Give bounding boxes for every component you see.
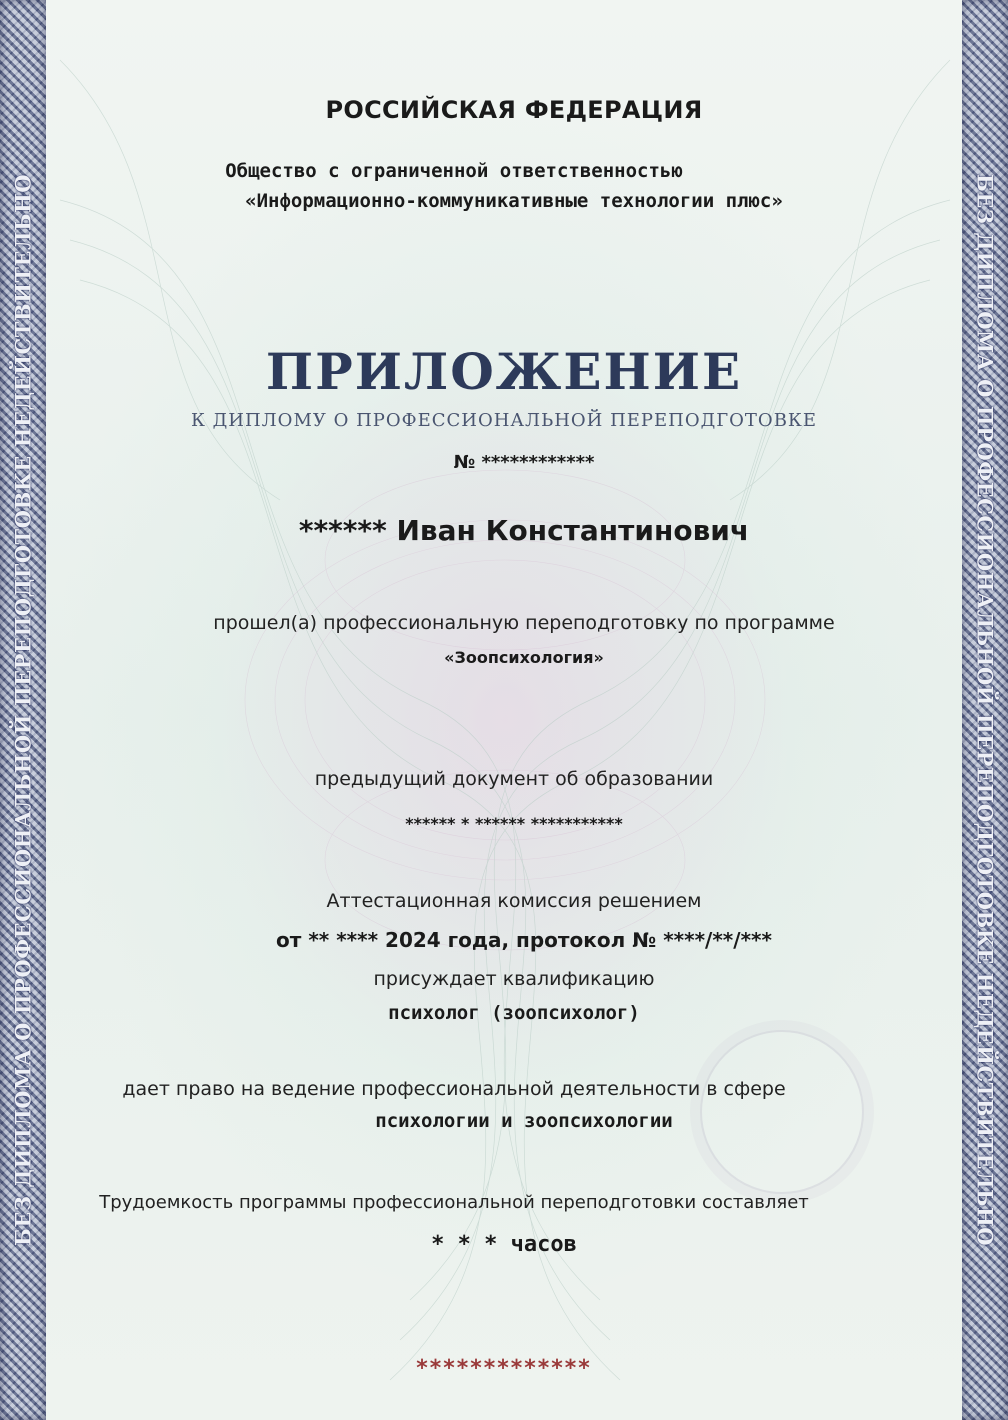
document-subtitle: К ДИПЛОМУ О ПРОФЕССИОНАЛЬНОЙ ПЕРЕПОДГОТОВКЕ [190, 410, 817, 431]
qualification-label: присуждает квалификацию [373, 968, 655, 990]
document-number: № ************ [453, 452, 595, 473]
program-name: «Зоопсихология» [444, 648, 604, 667]
protocol-reference: от ** **** 2024 года, протокол № ****/**/*** [276, 928, 772, 952]
program-hours: * * * часов [431, 1232, 577, 1257]
holder-name: ****** Иван Константинович [298, 514, 750, 547]
organization-name: «Информационно-коммуникативные технологии плюс» [245, 190, 783, 212]
commission-statement: Аттестационная комиссия решением [326, 890, 702, 912]
registration-number: ************* [416, 1356, 592, 1381]
rights-statement: дает право на ведение профессиональной деятельности в сфере [122, 1078, 786, 1100]
organization-form: Общество с ограниченной ответственностью [225, 160, 683, 182]
country-heading: РОССИЙСКАЯ ФЕДЕРАЦИЯ [325, 96, 703, 124]
right-border-text: БЕЗ ДИПЛОМА О ПРОФЕССИОНАЛЬНОЙ ПЕРЕПОДГОТОВКЕ НЕДЕЙСТВИТЕЛЬНО [972, 173, 998, 1247]
left-border-text: БЕЗ ДИПЛОМА О ПРОФЕССИОНАЛЬНОЙ ПЕРЕПОДГОТОВКЕ НЕДЕЙСТВИТЕЛЬНО [10, 173, 36, 1247]
qualification-value: психолог (зоопсихолог) [388, 1002, 640, 1024]
program-labor-statement: Трудоемкость программы профессиональной переподготовки составляет [99, 1192, 809, 1213]
previous-document-value: ****** * ****** *********** [405, 814, 623, 833]
right-security-border [962, 0, 1008, 1420]
completion-statement: прошел(а) профессиональную переподготовку по программе [213, 612, 835, 634]
activity-sphere: психологии и зоопсихологии [375, 1110, 673, 1132]
document-title: ПРИЛОЖЕНИЕ [265, 342, 743, 401]
previous-document-label: предыдущий документ об образовании [314, 768, 714, 790]
